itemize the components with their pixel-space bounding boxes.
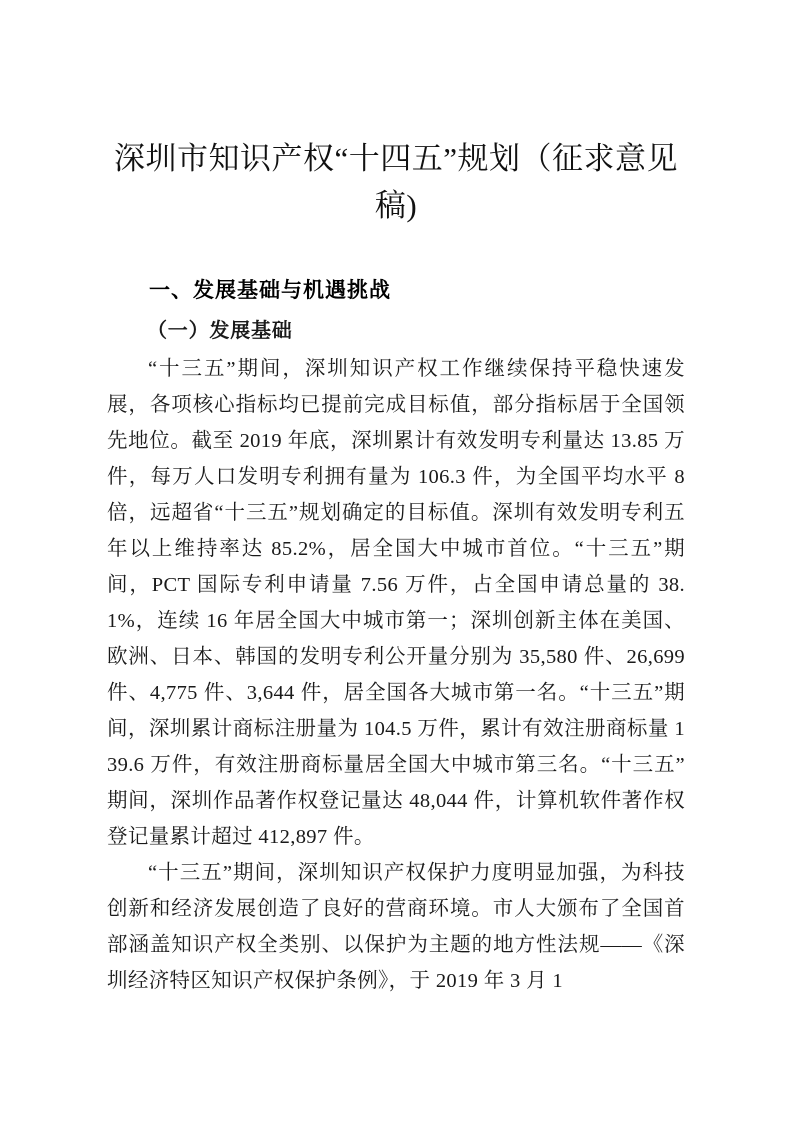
paragraph-development-foundation: “十三五”期间，深圳知识产权工作继续保持平稳快速发展，各项核心指标均已提前完成目标值，部分指标居于全国领先地位。截至 2019 年底，深圳累计有效发明专利量达 13.85 万件，每万人口发明专利拥有量为 106.3 件，为全国平均水平 8 倍，远超省“十三五”规划确定的目标值。深圳有效发明专利五年以上维持率达 85.2%，居全国大中城市首位。“十三五”期间，PCT 国际专利申请量 7.56 万件，占全国申请总量的 38.1%，连续 16 年居全国大中城市第一；深圳创新主体在美国、欧洲、日本、韩国的发明专利公开量分别为 35,580 件、26,699 件、4,775 件、3,644 件，居全国各大城市第一名。“十三五”期间，深圳累计商标注册量为 104.5 万件，累计有效注册商标量 139.6 万件，有效注册商标量居全国大中城市第三名。“十三五”期间，深圳作品著作权登记量达 48,044 件，计算机软件著作权登记量累计超过 412,897 件。 bbox=[107, 358, 685, 848]
section-heading-development-foundation-and-opportunities: 一、发展基础与机遇挑战 bbox=[149, 279, 391, 302]
page-title-line-1: 深圳市知识产权“十四五”规划（征求意见 bbox=[113, 141, 679, 176]
paragraph-ip-protection: “十三五”期间，深圳知识产权保护力度明显加强，为科技创新和经济发展创造了良好的营商环境。市人大颁布了全国首部涵盖知识产权全类别、以保护为主题的地方性法规——《深圳经济特区知识产权保护条例》，于 2019 年 3 月 1 bbox=[107, 862, 685, 992]
document-content bbox=[107, 0, 685, 999]
sub-heading-development-foundation: （一）发展基础 bbox=[147, 320, 293, 342]
page-title bbox=[107, 0, 685, 229]
page-title-line-2: 稿) bbox=[374, 188, 418, 223]
